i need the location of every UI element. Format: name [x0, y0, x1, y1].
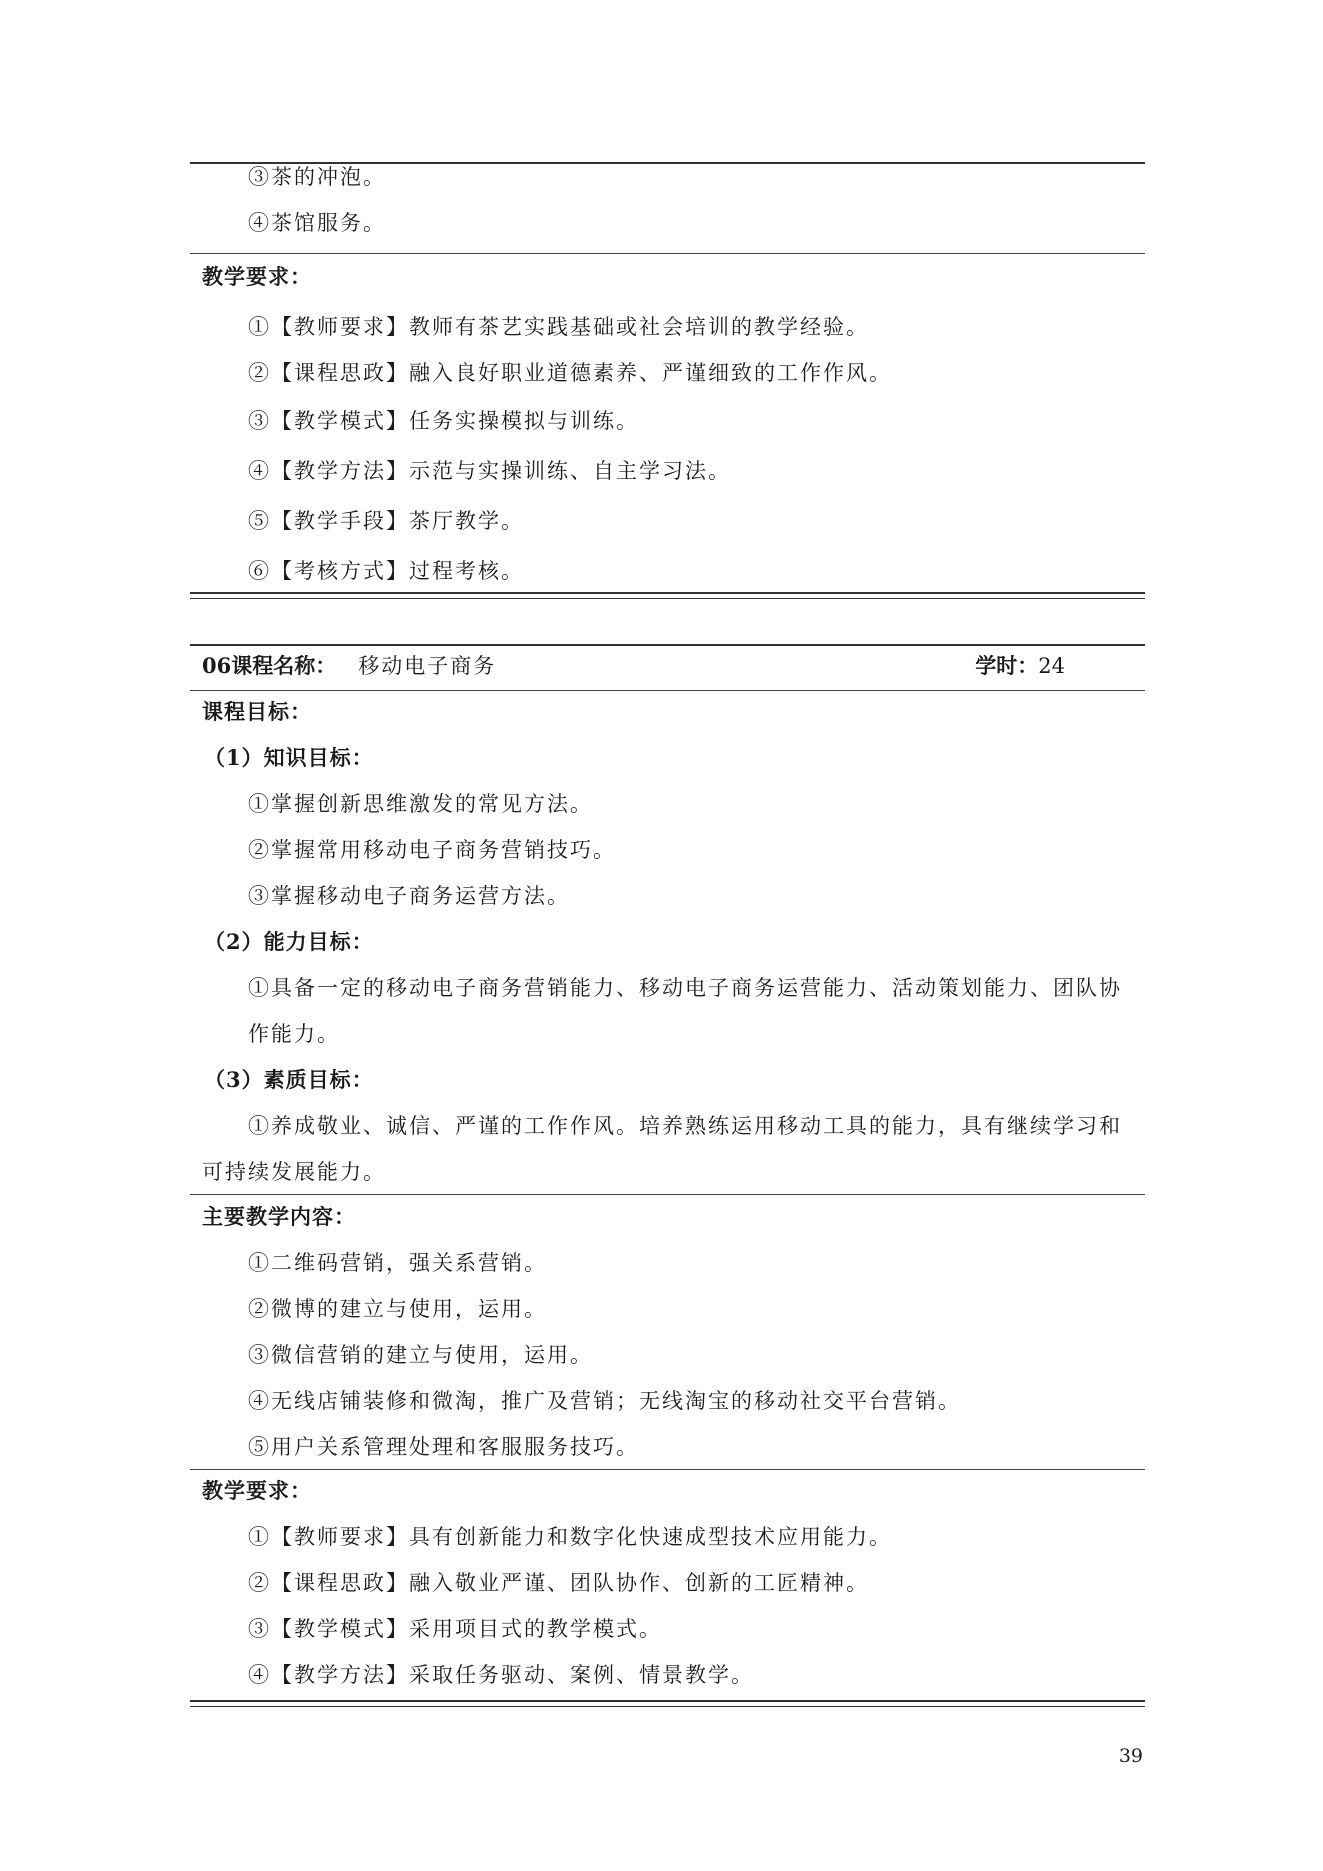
content-item: ⑤用户关系管理处理和客服服务技巧。 — [248, 1435, 639, 1459]
content-item: ①二维码营销，强关系营销。 — [248, 1251, 547, 1275]
content-item: ②微博的建立与使用，运用。 — [248, 1297, 547, 1321]
section-heading: 教学要求： — [202, 264, 312, 289]
requirement-item: ⑤【教学手段】茶厅教学。 — [248, 509, 524, 533]
quality-item-cont: 可持续发展能力。 — [202, 1160, 386, 1184]
knowledge-item: ②掌握常用移动电子商务营销技巧。 — [248, 838, 616, 862]
hours-value: 24 — [1038, 654, 1065, 678]
table-bottom-double-rule — [190, 592, 1145, 599]
requirement-item: ⑥【考核方式】过程考核。 — [248, 559, 524, 583]
requirement-item: ③【教学模式】采用项目式的教学模式。 — [248, 1617, 662, 1641]
subsection-heading: （3）素质目标： — [204, 1067, 374, 1092]
course-requirements-section — [190, 1468, 1145, 1698]
requirement-item: ③【教学模式】任务实操模拟与训练。 — [248, 409, 639, 433]
section-heading: 课程目标： — [202, 699, 312, 724]
course-content-section — [190, 1194, 1145, 1470]
content-item: ④无线店铺装修和微淘，推广及营销；无线淘宝的移动社交平台营销。 — [248, 1389, 961, 1413]
requirement-item: ①【教师要求】教师有茶艺实践基础或社会培训的教学经验。 — [248, 315, 869, 339]
ability-item-cont: 作能力。 — [248, 1022, 340, 1046]
subsection-heading: （1）知识目标： — [204, 745, 374, 770]
knowledge-item: ①掌握创新思维激发的常见方法。 — [248, 792, 593, 816]
section-heading: 教学要求： — [202, 1478, 312, 1503]
requirement-item: ②【课程思政】融入敬业严谨、团队协作、创新的工匠精神。 — [248, 1571, 869, 1595]
prev-requirements-section — [190, 254, 1145, 594]
course-name: 移动电子商务 — [358, 654, 497, 678]
requirement-item: ①【教师要求】具有创新能力和数字化快速成型技术应用能力。 — [248, 1525, 892, 1549]
prev-content-section — [190, 154, 1145, 246]
requirement-item: ②【课程思政】融入良好职业道德素养、严谨细致的工作作风。 — [248, 361, 892, 385]
section-heading: 主要教学内容： — [202, 1204, 356, 1229]
content-item: ③茶的冲泡。 — [248, 165, 386, 189]
subsection-heading: （2）能力目标： — [204, 929, 374, 954]
course-goals-section — [190, 689, 1145, 1195]
table-bottom-double-rule — [190, 1700, 1145, 1707]
ability-item: ①具备一定的移动电子商务营销能力、移动电子商务运营能力、活动策划能力、团队协 — [248, 976, 1122, 1000]
hours-label: 学时： — [975, 653, 1039, 678]
knowledge-item: ③掌握移动电子商务运营方法。 — [248, 884, 570, 908]
course-hours — [975, 643, 1065, 689]
requirement-item: ④【教学方法】采取任务驱动、案例、情景教学。 — [248, 1663, 754, 1687]
course-title-row — [190, 643, 1145, 689]
content-item: ③微信营销的建立与使用，运用。 — [248, 1343, 593, 1367]
quality-item: ①养成敬业、诚信、严谨的工作作风。培养熟练运用移动工具的能力，具有继续学习和 — [248, 1114, 1122, 1138]
requirement-item: ④【教学方法】示范与实操训练、自主学习法。 — [248, 459, 731, 483]
page-number: 39 — [1118, 1745, 1143, 1767]
content-item: ④茶馆服务。 — [248, 211, 386, 235]
course-name-label: 06课程名称： — [202, 653, 337, 678]
